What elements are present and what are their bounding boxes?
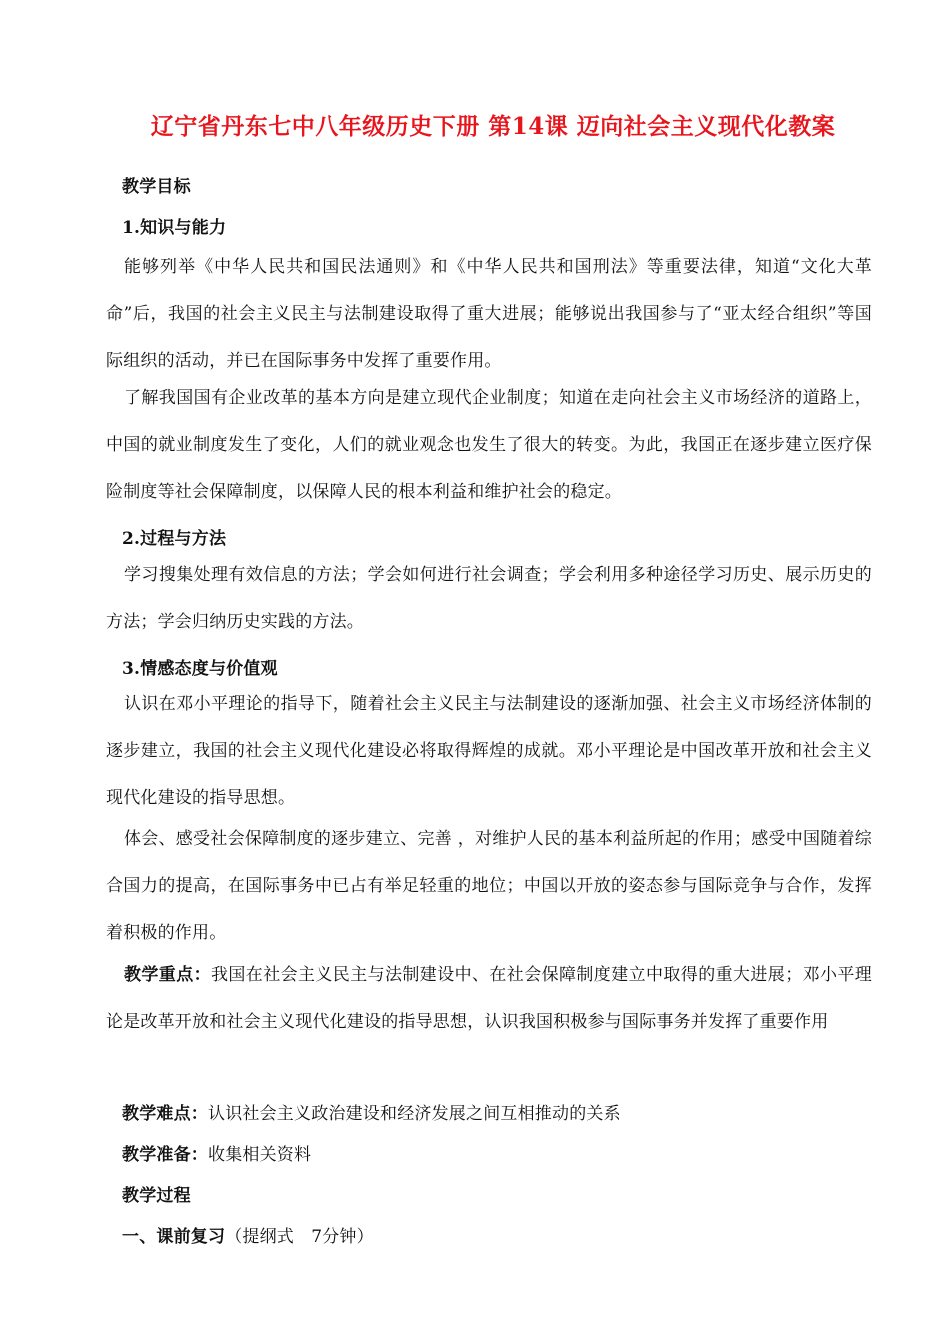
teaching-process-heading: 教学过程 bbox=[122, 1186, 191, 1206]
process-paragraph-1: 学习搜集处理有效信息的方法；学会如何进行社会调查；学会利用多种途径学习历史、展示历史的方法；学会归纳历史实践的方法。 bbox=[106, 565, 872, 632]
knowledge-paragraph-1: 能够列举《中华人民共和国民法通则》和《中华人民共和国刑法》等重要法律，知道“文化大革命”后，我国的社会主义民主与法制建设取得了重大进展；能够说出我国参与了“亚太经合组织”等国际组织的活动，并已在国际事务中发挥了重要作用。 bbox=[106, 257, 872, 371]
review-label: 一、课前复习 bbox=[122, 1227, 226, 1247]
preparation-line bbox=[122, 1140, 311, 1165]
preparation-text: 收集相关资料 bbox=[208, 1145, 312, 1165]
knowledge-heading: 1.知识与能力 bbox=[122, 218, 227, 238]
key-points-text: 我国在社会主义民主与法制建设中、在社会保障制度建立中取得的重大进展；邓小平理论是改革开放和社会主义现代化建设的指导思想，认识我国积极参与国际事务并发挥了重要作用 bbox=[106, 965, 872, 1032]
preparation-label: 教学准备： bbox=[122, 1145, 208, 1165]
emotion-paragraph-2: 体会、感受社会保障制度的逐步建立、完善 ，对维护人民的基本利益所起的作用；感受中国随着综合国力的提高，在国际事务中已占有举足轻重的地位；中国以开放的姿态参与国际竞争与合作，发挥着积极的作用。 bbox=[106, 829, 872, 943]
review-text: （提纲式 7分钟） bbox=[225, 1227, 374, 1247]
difficulty-text: 认识社会主义政治建设和经济发展之间互相推动的关系 bbox=[208, 1104, 621, 1124]
objectives-heading: 教学目标 bbox=[122, 177, 191, 197]
document-title: 辽宁省丹东七中八年级历史下册 第14课 迈向社会主义现代化教案 bbox=[150, 113, 836, 140]
process-heading: 2.过程与方法 bbox=[122, 529, 227, 549]
key-points-paragraph bbox=[106, 952, 872, 1046]
emotion-paragraph-1: 认识在邓小平理论的指导下，随着社会主义民主与法制建设的逐渐加强、社会主义市场经济体制的逐步建立，我国的社会主义现代化建设必将取得辉煌的成就。邓小平理论是中国改革开放和社会主义现代化建设的指导思想。 bbox=[106, 694, 872, 808]
emotion-heading: 3.情感态度与价值观 bbox=[122, 659, 278, 679]
knowledge-paragraph-2: 了解我国国有企业改革的基本方向是建立现代企业制度；知道在走向社会主义市场经济的道路上，中国的就业制度发生了变化，人们的就业观念也发生了很大的转变。为此，我国正在逐步建立医疗保险制度等社会保障制度，以保障人民的根本利益和维护社会的稳定。 bbox=[106, 388, 872, 502]
key-points-label: 教学重点： bbox=[124, 965, 211, 985]
difficulty-label: 教学难点： bbox=[122, 1104, 208, 1124]
difficulty-line bbox=[122, 1099, 621, 1124]
review-line bbox=[122, 1222, 374, 1247]
